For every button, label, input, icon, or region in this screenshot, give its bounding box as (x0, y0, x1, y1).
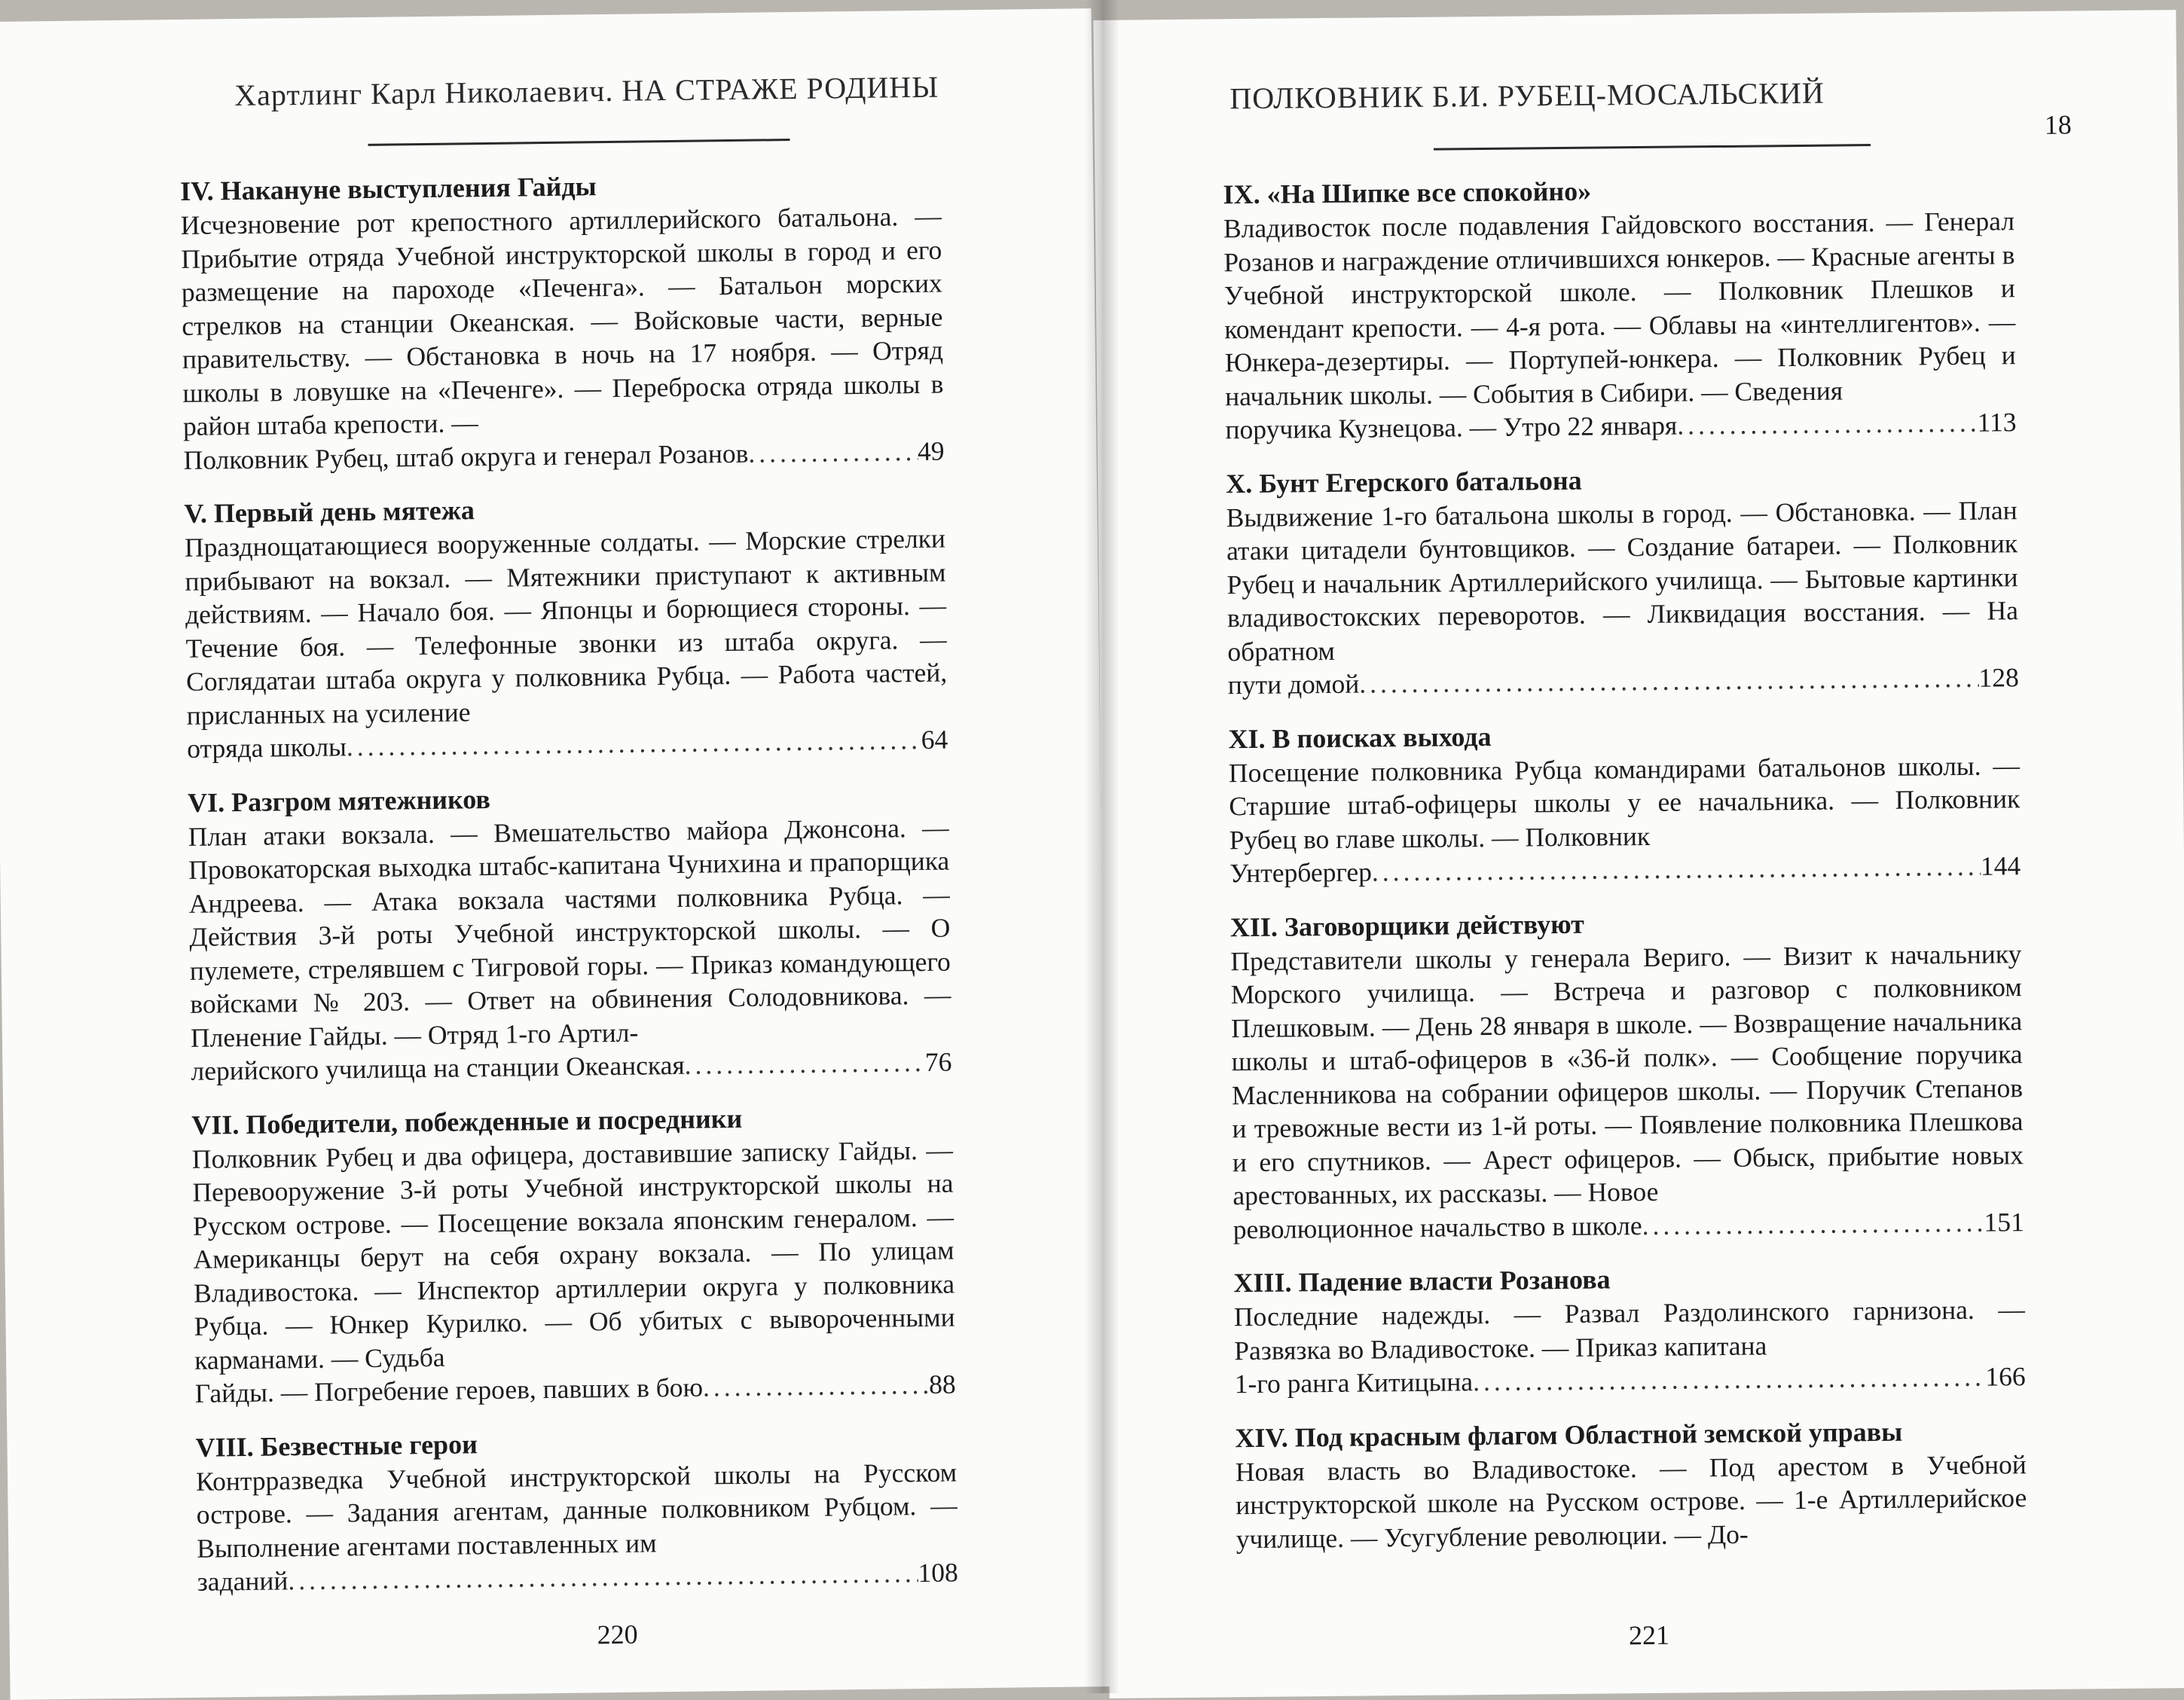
page-number-left: 220 (597, 1619, 638, 1650)
toc-entry-chapter-9 (1223, 169, 2016, 447)
chapter-page-number: 64 (921, 724, 948, 755)
chapter-page-number: 128 (1978, 662, 2019, 693)
dot-leader (1359, 661, 1979, 700)
chapter-summary (1226, 493, 2019, 702)
toc-entry-chapter-13 (1233, 1258, 2026, 1401)
dot-leader (347, 723, 921, 764)
running-head-right: ПОЛКОВНИК Б.И. РУБЕЦ-МОСАЛЬСКИЙ (1229, 75, 1825, 116)
dot-leader (748, 435, 918, 470)
chapter-title: XIII. Падение власти Розанова (1233, 1264, 1611, 1299)
chapter-last-line (1229, 849, 2021, 890)
chapter-last-line (183, 434, 944, 477)
chapter-last-line-text: лерийского училища на станции Океанская (191, 1049, 685, 1086)
toc-entry-chapter-10 (1226, 459, 2019, 702)
chapter-last-line (187, 723, 948, 766)
dot-leader (684, 1045, 925, 1082)
toc-entry-chapter-11 (1228, 714, 2021, 890)
chapter-summary (1230, 937, 2024, 1247)
page-marker: 18 (2044, 109, 2072, 140)
chapter-title: XIV. Под красным флагом Областной земской управы (1235, 1416, 1903, 1453)
chapter-last-line-text: революционное начальство в школе (1233, 1210, 1642, 1244)
toc-left (180, 165, 958, 1619)
chapter-page-number: 76 (924, 1046, 952, 1077)
chapter-last-line-text: поручика Кузнецова. — Утро 22 января (1225, 410, 1678, 445)
header-rule-right (1434, 144, 1871, 151)
chapter-title: VI. Разгром мятежников (187, 783, 491, 818)
chapter-title: VIII. Безвестные герои (195, 1428, 478, 1463)
toc-entry-chapter-8 (195, 1421, 958, 1598)
chapter-summary-text: Новая власть во Владивостоке. — Под арестом в Учебной инструкторской школе на Русском острове. — 1-е Артиллерийское училище. — Усугубление революции. — До- (1235, 1448, 2027, 1554)
chapter-title: VII. Победители, побежденные и посредники (191, 1103, 743, 1140)
chapter-summary-text: Представители школы у генерала Вериго. — Визит к начальнику Морского училища. — Встреча и разговор с полковником Плешковым. — День 28 января в школе. — Возвращение начальника школы и штаб-офицеров в «36-й полк». — Сообщение поручика Масленникова на собрании офицеров школы. — Поручик Степанов и тревожные вести из 1-й роты. — Появление полковника Плешкова и его спутников. — Арест офицеров. — Обыск, прибытие новых арестованных, их рассказы. — Новое (1230, 938, 2024, 1211)
chapter-last-line-text: Полковник Рубец, штаб округа и генерал Розанов (183, 438, 749, 475)
chapter-last-line (1233, 1205, 2024, 1247)
chapter-summary (196, 1455, 958, 1598)
chapter-summary-text: Празднощатающиеся вооруженные солдаты. — Морские стрелки прибывают на вокзал. — Мятежники приступают к активным действиям. — Начало боя. — Японцы и борющиеся стороны. — Течение боя. — Телефонные звонки из штаба округа. — Соглядатаи штаба округа у полковника Рубца. — Работа частей, присланных на усиление (184, 523, 948, 731)
chapter-last-line-text: отряда школы (187, 731, 347, 764)
chapter-last-line (1228, 661, 2019, 702)
chapter-title: X. Бунт Егерского батальона (1226, 465, 1582, 499)
running-head-left: Хартлинг Карл Николаевич. НА СТРАЖЕ РОДИНЫ (234, 69, 939, 113)
chapter-last-line-text: заданий (197, 1565, 289, 1597)
chapter-page-number: 88 (928, 1369, 956, 1399)
page-number-right: 221 (1628, 1619, 1670, 1651)
dot-leader (1372, 850, 1981, 889)
toc-entry-chapter-14 (1235, 1413, 2027, 1556)
dot-leader (703, 1368, 930, 1404)
chapter-last-line (1235, 1360, 2026, 1401)
chapter-page-number: 49 (917, 435, 945, 466)
chapter-summary-text: Полковник Рубец и два офицера, доставившие записку Гайды. — Перевооружение 3-й роты Учебной инструкторской школы на Русском острове. — Посещение вокзала японским генералом. — Американцы берут на себя охрану вокзала. — По улицам Владивостока. — Инспектор артиллерии округа у полковника Рубца. — Юнкер Курилко. — Об убитых с вывороченными карманами. — Судьба (191, 1134, 955, 1375)
chapter-title: XII. Заговорщики действуют (1229, 908, 1585, 942)
chapter-summary-text: Контрразведка Учебной инструкторской школы на Русском острове. — Задания агентам, данные полковником Рубцом. — Выполнение агентами поставленных им (195, 1456, 958, 1564)
dot-leader (1677, 406, 1978, 442)
chapter-summary (1234, 1293, 2026, 1401)
chapter-last-line (194, 1367, 955, 1410)
chapter-summary-text: Последние надежды. — Развал Раздолинского гарнизона. — Развязка во Владивостоке. — Приказ капитана (1233, 1294, 2026, 1366)
chapter-summary-text: План атаки вокзала. — Вмешательство майора Джонсона. — Провокаторская выходка штабс-капитана Чунихина и прапорщика Андреева. — Атака вокзала частями полковника Рубца. — Действия 3-й роты Учебной инструкторской школы. — О пулемете, стрелявшем с Тигровой горы. — Приказ командующего войсками № 203. — Ответ на обвинения Солодовникова. — Пленение Гайды. — Отряд 1-го Артил- (188, 812, 951, 1053)
chapter-last-line (1225, 405, 2016, 447)
chapter-page-number: 108 (918, 1557, 958, 1589)
dot-leader (1642, 1205, 1984, 1242)
chapter-summary (192, 1133, 956, 1410)
chapter-summary (180, 200, 944, 477)
toc-entry-chapter-6 (188, 776, 952, 1088)
chapter-summary (188, 810, 951, 1088)
right-page (1093, 10, 2184, 1698)
chapter-title: XI. В поисках выхода (1228, 721, 1492, 754)
left-page (0, 8, 1112, 1700)
chapter-summary-text: Выдвижение 1-го батальона школы в город. — Обстановка. — План атаки цитадели бунтовщиков. — Создание батареи. — Полковник Рубец и начальник Артиллерийского училища. — Бытовые картинки владивостокских переворотов. — Ликвидация восстания. — На обратном (1226, 494, 2019, 667)
toc-right (1223, 169, 2027, 1575)
chapter-last-line-text: пути домой (1227, 668, 1360, 700)
dot-leader (288, 1556, 918, 1598)
chapter-page-number: 166 (1985, 1361, 2026, 1392)
chapter-page-number: 151 (1984, 1206, 2024, 1238)
chapter-last-line (191, 1045, 951, 1088)
chapter-title: IX. «На Шипке все спокойно» (1223, 175, 1592, 210)
chapter-summary (1223, 204, 2017, 447)
toc-entry-chapter-5 (184, 487, 948, 766)
chapter-title: V. Первый день мятежа (184, 495, 475, 529)
chapter-summary (185, 522, 948, 766)
header-rule-left (368, 139, 790, 146)
toc-entry-chapter-12 (1230, 902, 2024, 1247)
chapter-summary-text: Владивосток после подавления Гайдовского восстания. — Генерал Розанов и награждение отличившихся юнкеров. — Красные агенты в Учебной инструкторской школе. — Полковник Плешков и комендант крепости. — 4-я рота. — Облавы на «интеллигентов». — Юнкера-дезертиры. — Портупей-юнкера. — Полковник Рубец и начальник школы. — События в Сибири. — Сведения (1223, 206, 2016, 411)
chapter-summary-text: Исчезновение рот крепостного артиллерийского батальона. — Прибытие отряда Учебной инструкторской школы в город и его размещение на пароходе «Печенга». — Батальон морских стрелков на станции Океанская. — Войсковые части, верные правительству. — Обстановка в ночь на 17 ноября. — Отряд школы в ловушке на «Печенге». — Переброска отряда школы в район штаба крепости. — (180, 200, 944, 441)
dot-leader (1473, 1360, 1986, 1399)
toc-entry-chapter-4 (180, 165, 945, 477)
chapter-summary-text: Посещение полковника Рубца командирами батальонов школы. — Старшие штаб-офицеры школы у ее начальника. — Полковник Рубец во главе школы. — Полковник (1228, 749, 2021, 855)
chapter-page-number: 113 (1977, 407, 2017, 438)
chapter-title: IV. Накануне выступления Гайды (179, 171, 597, 206)
chapter-summary (1236, 1448, 2027, 1556)
chapter-last-line-text: Унтербергер (1229, 856, 1373, 889)
chapter-page-number: 144 (1980, 850, 2021, 881)
toc-entry-chapter-7 (191, 1098, 956, 1410)
chapter-summary (1229, 749, 2021, 890)
chapter-last-line-text: 1-го ранга Китицына (1234, 1366, 1474, 1399)
chapter-last-line (197, 1555, 958, 1598)
chapter-last-line-text: Гайды. — Погребение героев, павших в бою (194, 1372, 704, 1409)
